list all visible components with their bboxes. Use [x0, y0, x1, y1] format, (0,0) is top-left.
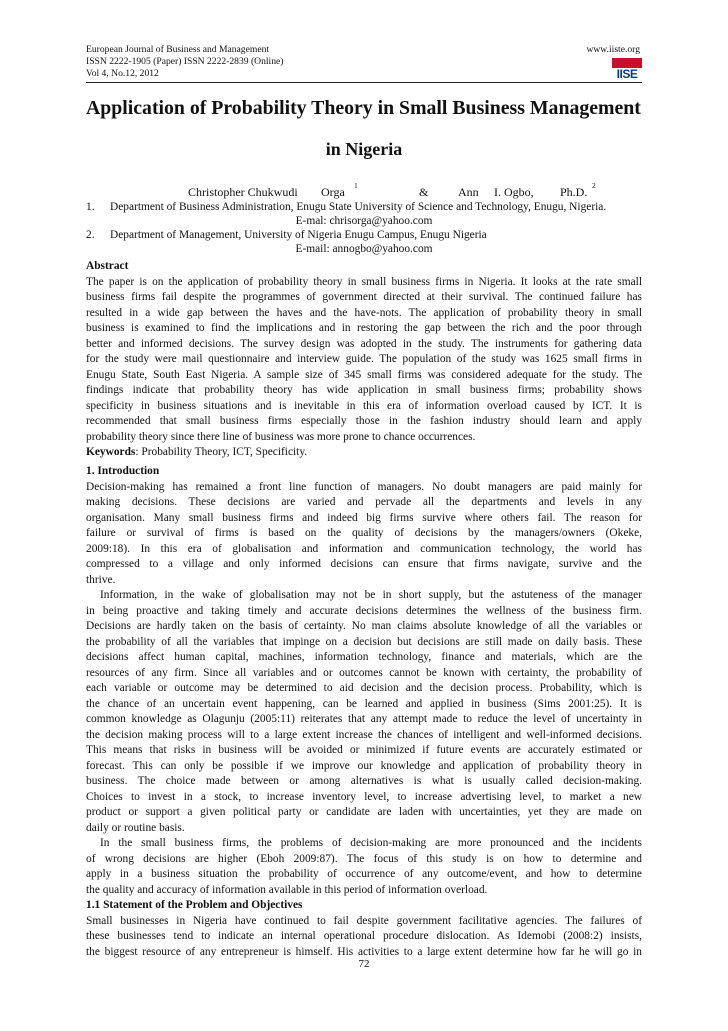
abstract-line: specificity in business situations and is inevitable in this era of information overload caused by ICT. It is [86, 399, 642, 412]
journal-name: European Journal of Business and Management [86, 44, 270, 55]
intro-line: compressed to a village and only informed decisions can ensure that firms navigate, survive and the [86, 558, 642, 570]
affiliation-text: Department of Business Administration, Enugu State University of Science and Technology, Enugu, Nigeria. [110, 201, 607, 213]
abstract-line: Enugu State, South East Nigeria. A sample size of 345 small firms was considered adequate for the study. The [86, 368, 642, 381]
intro-line: making decisions. These decisions are varied and pervade all the departments and levels in any [86, 496, 642, 508]
header-rule [86, 82, 642, 83]
intro-line: thrive. [86, 573, 116, 586]
intro-line: organisation. Many small business firms and indeed big firms survive where others fail. The reason for [86, 511, 642, 524]
intro-p2-line: business. The choice made between or among alternatives is what is usually called decision-making. [86, 775, 642, 787]
keywords-label: Keywords [86, 446, 136, 458]
affiliation-text: Department of Management, University of Nigeria Enugu Campus, Enugu Nigeria [110, 229, 487, 241]
section-1-1-line: the biggest resource of any entrepreneur is himself. His activities to a large extent determine how far he will go in [86, 945, 642, 958]
intro-p2-line: the chance of an uncertain event happening, can be learned and applied in business (Sims 2001:25). It is [86, 697, 642, 710]
intro-p3-line: the quality and accuracy of information available in this period of information overload. [86, 883, 488, 896]
section-1-1-line: these businesses tend to indicate an internal operational procedure dislocation. As Idemobi (2008:2) insists, [86, 930, 642, 942]
abstract-line: for the study were mail questionnaire and interview guide. The population of the study was 1625 small firms in [86, 353, 642, 365]
intro-p3-line: of wrong decisions are higher (Eboh 2009:87). The focus of this study is on how to determine and [86, 852, 642, 865]
intro-p2-line: Information, in the wake of globalisation may not be in short supply, but the astuteness of the manager [100, 589, 642, 601]
intro-p2-line: common knowledge as Olagunju (2005:11) reiterates that any attempt made to reduce the level of uncertainty in [86, 713, 642, 725]
intro-p2-line: in being proactive and taking timely and accurate decisions determines the wellness of the business firm. [86, 604, 642, 617]
author2-sup: 2 [592, 181, 596, 190]
author1-surname: Orga [321, 185, 345, 199]
intro-p2-line: forecast. This can only be possible if we improve our knowledge and application of probability theory in [86, 759, 642, 772]
affiliation-2-email[interactable]: E-mail: annogbo@yahoo.com [295, 243, 433, 255]
page-number: 72 [358, 958, 370, 970]
abstract-line: business firms fail despite the programmes of government directed at their survival. The continued failure has [86, 291, 642, 303]
intro-p2-line: Decisions are hardly taken on the basis of certainty. No man claims absolute knowledge of all the variables or [86, 620, 642, 632]
author1-sup: 1 [354, 181, 358, 190]
intro-p2-line: daily or routine basis. [86, 821, 185, 834]
abstract-section [86, 259, 642, 461]
author2-name: I. Ogbo, [494, 185, 534, 199]
intro-p2-line: resources of any firm. Since all variables and or outcomes cannot be known with certainty, the probability of [86, 666, 642, 679]
affiliation-1-email[interactable]: E-mal: chrisorga@yahoo.com [295, 215, 433, 227]
intro-p2-line: product or support a given political party or candidate are laden with uncertainties, yet they are made on [86, 806, 642, 818]
intro-p2-line: the probability of all the variables that impinge on a decision but decisions are still made on daily basis. These [86, 635, 642, 648]
abstract-line: resulted in a wide gap between the haves and the have-nots. The application of probability theory in small [86, 306, 642, 319]
abstract-heading: Abstract [86, 260, 129, 272]
intro-p3-line: In the small business firms, the problems of decision-making are more pronounced and the incidents [100, 837, 642, 849]
logo-text: IISE [616, 67, 638, 81]
paper-title-line1: Application of Probability Theory in Small Business Management [86, 97, 641, 119]
author1-name: Christopher Chukwudi [188, 185, 298, 199]
abstract-line: recommended that small business firms especially those in the fashion industry should learn and apply [86, 415, 642, 427]
intro-line: 2009:18). In this era of globalisation and information and communication technology, the world has [86, 542, 642, 555]
abstract-line: The paper is on the application of probability theory in small business firms in Nigeria. It looks at the rate small [86, 275, 642, 288]
introduction-section [86, 464, 642, 960]
abstract-line: findings indicate that probability theory has wide application in small business firms; probability shows [86, 384, 642, 396]
intro-p2-line: decisions affect human capital, machines, information technology, finance and materials, which are the [86, 651, 642, 663]
affiliation-number: 2. [86, 229, 95, 241]
intro-p2-line: This means that risks in business will be avoided or minimized if future events are accurately estimated or [86, 744, 642, 756]
abstract-line: probability theory since there line of business was more prone to chance occurrences. [86, 430, 476, 443]
intro-p3-line: apply in a business situation the probability of occurrence of any outcome/event, and how to determine [86, 868, 642, 880]
abstract-line: business is examined to find the implications and in restoring the gap between the rich and the poor through [86, 322, 642, 334]
running-header [86, 44, 283, 79]
author2-degree: Ph.D. [560, 185, 588, 199]
intro-p2-line: each variable or outcome may be determined to aid decision and the decision process. Probability, which is [86, 682, 642, 694]
author-ampersand: & [419, 185, 429, 199]
affiliation-number: 1. [86, 201, 95, 213]
volume-line: Vol 4, No.12, 2012 [86, 67, 159, 79]
intro-line: failure or survival of firms is based on the quality of decisions by the managers/owners (Okeke, [86, 527, 642, 539]
keywords-line [86, 445, 642, 461]
abstract-line: better and informed decisions. The survey design was adopted in the study. The instruments for gathering data [86, 337, 642, 350]
section-1-1-heading: 1.1 Statement of the Problem and Objectives [86, 899, 303, 911]
paper-title-line2: in Nigeria [325, 139, 403, 159]
section-1-1-line: Small businesses in Nigeria have continued to fail despite government facilitative agencies. The failures of [86, 914, 642, 927]
iiste-logo [612, 58, 642, 82]
intro-heading: 1. Introduction [86, 465, 160, 477]
intro-line: Decision-making has remained a front line function of managers. No doubt managers are paid mainly for [86, 480, 642, 493]
intro-p2-line: Choices to invest in a stock, to increase inventory level, to increase advertising level, to market a new [86, 790, 642, 803]
issn-line: ISSN 2222-1905 (Paper) ISSN 2222-2839 (Online) [86, 55, 284, 67]
intro-p2-line: the decision making process will to a large extent increase the chances of intelligent and well-informed decisions. [86, 728, 642, 741]
author2-first: Ann [458, 185, 479, 199]
journal-url[interactable]: www.iiste.org [586, 44, 640, 55]
keywords-text: : Probability Theory, ICT, Specificity. [135, 446, 308, 458]
